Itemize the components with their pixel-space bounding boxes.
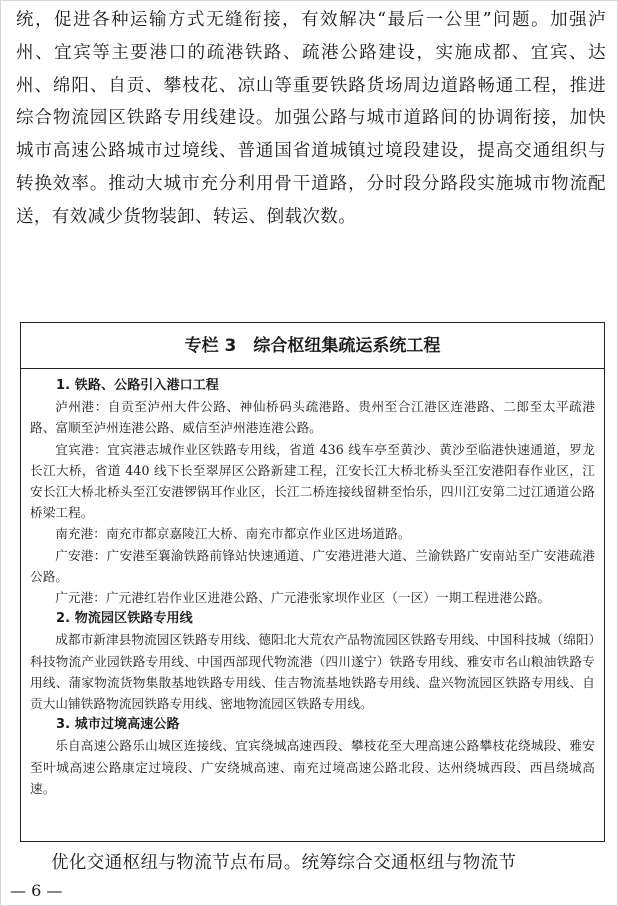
section-heading: 2. 物流园区铁路专用线 (56, 611, 193, 627)
section-heading: 3. 城市过境高速公路 (56, 717, 180, 733)
closing-paragraph: 优化交通枢纽与物流节点布局。统筹综合交通枢纽与物流节 (51, 853, 517, 873)
page-number: — 6 — (10, 881, 63, 900)
body-text (16, 4, 606, 234)
section-item: 南充港：南充市都京嘉陵江大桥、南充市都京作业区进场道路。 (55, 526, 411, 542)
section-item: 成都市新津县物流园区铁路专用线、德阳北大荒农产品物流园区铁路专用线、中国科技城（绵阳）科技物流产业园铁路专用线、中国西部现代物流港（四川遂宁）铁路专用线、雅安市名山粮油铁路专用线、蒲家物流货物集散基地铁路专用线、佳吉物流基地铁路专用线、盘兴物流园区铁路专用线、自贡大山铺铁路物流园铁路专用线、密地物流园区铁路专用线。 (30, 632, 595, 712)
body-paragraph: 统，促进各种运输方式无缝衔接，有效解决“最后一公里”问题。加强泸州、宜宾等主要港口的疏港铁路、疏港公路建设，实施成都、宜宾、达州、绵阳、自贡、攀枝花、凉山等重要铁路货场周边道路畅通工程，推进综合物流园区铁路专用线建设。加强公路与城市道路间的协调衔接，加快城市高速公路城市过境线、普通国省道城镇过境段建设，提高交通组织与转换效率。推动大城市充分利用骨干道路，分时段分路段实施城市物流配送，有效减少货物装卸、转运、倒载次数。 (16, 10, 606, 227)
section-item: 广安港：广安港至襄渝铁路前锋站快速通道、广安港进港大道、兰渝铁路广安南站至广安港疏港公路。 (30, 547, 595, 584)
column-box-title: 专栏 3 综合枢纽集疏运系统工程 (21, 323, 604, 369)
column-box-content (30, 375, 595, 799)
column-box (20, 322, 605, 842)
section-item: 乐自高速公路乐山城区连接线、宜宾绕城高速西段、攀枝花至大理高速公路攀枝花绕城段、雅安至叶城高速公路康定过境段、广安绕城高速、南充过境高速公路北段、达州绕城西段、西昌绕城高速。 (30, 738, 595, 796)
section-item: 泸州港：自贡至泸州大件公路、神仙桥码头疏港路、贵州至合江港区连港路、二郎至太平疏港路、富顺至泸州连港公路、威信至泸州港连港公路。 (30, 399, 595, 436)
section-item: 广元港：广元港红岩作业区进港公路、广元港张家坝作业区（一区）一期工程进港公路。 (55, 590, 551, 606)
section-item: 宜宾港：宜宾港志城作业区铁路专用线，省道 436 线车亭至黄沙、黄沙至临港快速通道，罗龙长江大桥，省道 440 线下长至翠屏区公路新建工程，江安长江大桥北桥头至江安港阳春作业区，江安长江大桥北桥头至江安港锣锅耳作业区，长江二桥连接线留耕至怡乐，四川江安第二过江通道公路桥梁工程。 (30, 441, 595, 521)
section-heading: 1. 铁路、公路引入港口工程 (56, 378, 219, 393)
